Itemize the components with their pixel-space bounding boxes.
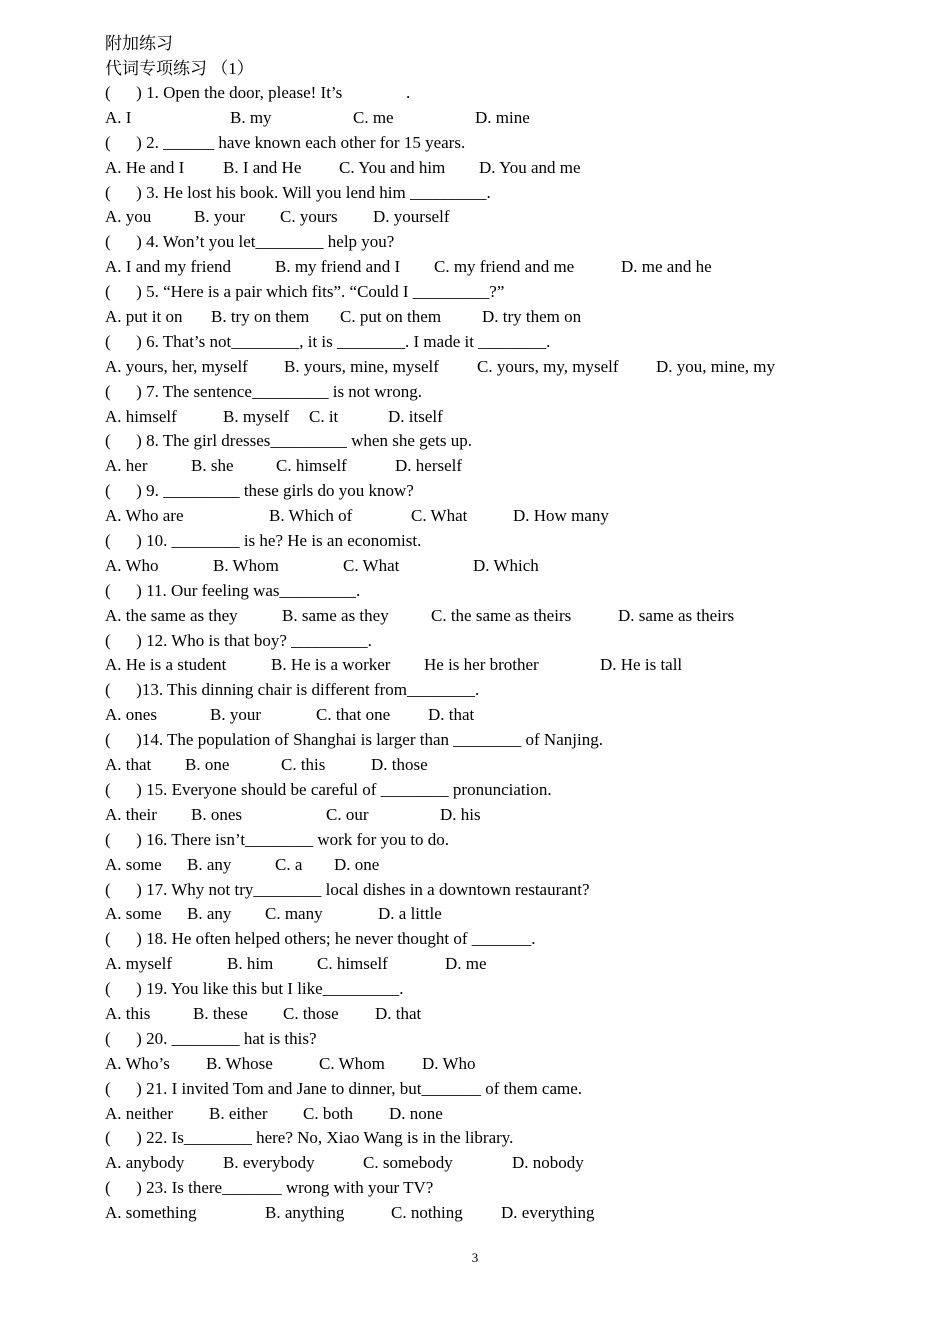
option-23-4: D. everything <box>501 1203 595 1223</box>
option-15-2: B. ones <box>191 804 242 824</box>
option-12-2: B. He is a worker <box>271 655 391 675</box>
option-21-2: B. either <box>209 1103 268 1123</box>
option-22-4: D. nobody <box>512 1153 584 1173</box>
options-row-14 <box>105 753 925 778</box>
option-17-2: B. any <box>187 904 232 924</box>
option-10-2: B. Whom <box>213 555 279 575</box>
option-16-4: D. one <box>334 854 380 874</box>
option-20-3: C. Whom <box>319 1053 385 1073</box>
option-22-1: A. anybody <box>105 1153 185 1173</box>
option-17-4: D. a little <box>378 904 442 924</box>
option-1-4: D. mine <box>475 107 530 127</box>
options-row-12 <box>105 653 925 678</box>
option-8-1: A. her <box>105 456 148 476</box>
option-12-1: A. He is a student <box>105 655 227 675</box>
options-row-21 <box>105 1102 925 1127</box>
option-9-1: A. Who are <box>105 506 184 526</box>
option-13-3: C. that one <box>316 705 391 725</box>
option-12-4: D. He is tall <box>600 655 683 675</box>
option-14-1: A. that <box>105 755 152 775</box>
option-16-2: B. any <box>187 854 232 874</box>
question-list <box>105 81 925 1226</box>
option-10-4: D. Which <box>473 555 539 575</box>
question-4: ( ) 4. Won’t you let________ help you? <box>105 232 395 252</box>
option-3-1: A. you <box>105 207 152 227</box>
question-20: ( ) 20. ________ hat is this? <box>105 1028 317 1048</box>
page-number: 3 <box>471 1250 479 1265</box>
option-13-1: A. ones <box>105 705 157 725</box>
question-9: ( ) 9. _________ these girls do you know? <box>105 481 414 501</box>
option-2-2: B. I and He <box>223 157 302 177</box>
option-11-4: D. same as theirs <box>618 605 735 625</box>
question-7: ( ) 7. The sentence_________ is not wrong. <box>105 381 422 401</box>
question-23: ( ) 23. Is there_______ wrong with your TV? <box>105 1178 434 1198</box>
question-15: ( ) 15. Everyone should be careful of ________ pronunciation. <box>105 779 552 799</box>
section-title: 代词专项练习 （1） <box>105 59 254 78</box>
question-22: ( ) 22. Is________ here? No, Xiao Wang is in the library. <box>105 1128 514 1148</box>
option-18-1: A. myself <box>105 954 173 974</box>
option-5-1: A. put it on <box>105 307 183 327</box>
options-row-10 <box>105 554 925 579</box>
question-2: ( ) 2. ______ have known each other for 15 years. <box>105 132 466 152</box>
option-7-3: C. it <box>309 406 339 426</box>
option-4-3: C. my friend and me <box>434 257 575 277</box>
question-6: ( ) 6. That’s not________, it is ________. I made it ________. <box>105 331 551 351</box>
option-20-1: A. Who’s <box>105 1053 170 1073</box>
option-19-3: C. those <box>283 1003 339 1023</box>
option-13-4: D. that <box>428 705 475 725</box>
option-8-2: B. she <box>191 456 234 476</box>
option-6-2: B. yours, mine, myself <box>284 356 439 376</box>
options-row-4 <box>105 255 925 280</box>
option-7-4: D. itself <box>388 406 443 426</box>
options-row-19 <box>105 1002 925 1027</box>
option-12-3: He is her brother <box>424 655 539 675</box>
option-2-4: D. You and me <box>479 157 581 177</box>
option-5-4: D. try them on <box>482 307 582 327</box>
option-10-3: C. What <box>343 555 400 575</box>
options-row-15 <box>105 803 925 828</box>
option-1-2: B. my <box>230 107 272 127</box>
option-1-1: A. I <box>105 107 132 127</box>
option-15-1: A. their <box>105 804 157 824</box>
options-row-23 <box>105 1201 925 1226</box>
question-12: ( ) 12. Who is that boy? _________. <box>105 630 372 650</box>
option-20-4: D. Who <box>422 1053 476 1073</box>
option-1-3: C. me <box>353 107 394 127</box>
option-19-1: A. this <box>105 1003 151 1023</box>
options-row-18 <box>105 952 925 977</box>
question-19: ( ) 19. You like this but I like_________. <box>105 979 404 999</box>
option-18-4: D. me <box>445 954 487 974</box>
option-7-2: B. myself <box>223 406 290 426</box>
option-21-1: A. neither <box>105 1103 173 1123</box>
option-22-2: B. everybody <box>223 1153 315 1173</box>
question-5: ( ) 5. “Here is a pair which fits”. “Could I _________?” <box>105 282 505 302</box>
options-row-11 <box>105 604 925 629</box>
option-15-4: D. his <box>440 804 481 824</box>
header-title: 附加练习 <box>105 34 173 53</box>
option-19-2: B. these <box>193 1003 248 1023</box>
options-row-22 <box>105 1151 925 1176</box>
options-row-20 <box>105 1052 925 1077</box>
option-9-3: C. What <box>411 506 468 526</box>
option-5-2: B. try on them <box>211 307 310 327</box>
option-4-4: D. me and he <box>621 257 712 277</box>
option-16-3: C. a <box>275 854 303 874</box>
option-4-2: B. my friend and I <box>275 257 401 277</box>
options-row-17 <box>105 902 925 927</box>
option-11-3: C. the same as theirs <box>431 605 572 625</box>
option-17-3: C. many <box>265 904 323 924</box>
option-18-3: C. himself <box>317 954 388 974</box>
option-13-2: B. your <box>210 705 261 725</box>
options-row-3 <box>105 205 925 230</box>
option-8-3: C. himself <box>276 456 347 476</box>
options-row-6 <box>105 355 925 380</box>
option-10-1: A. Who <box>105 555 159 575</box>
question-18: ( ) 18. He often helped others; he never thought of _______. <box>105 929 536 949</box>
option-4-1: A. I and my friend <box>105 257 232 277</box>
option-17-1: A. some <box>105 904 162 924</box>
question-11: ( ) 11. Our feeling was_________. <box>105 580 361 600</box>
options-row-13 <box>105 703 925 728</box>
exercise-page <box>105 31 925 1226</box>
option-6-3: C. yours, my, myself <box>477 356 619 376</box>
option-11-2: B. same as they <box>282 605 389 625</box>
option-7-1: A. himself <box>105 406 177 426</box>
option-5-3: C. put on them <box>340 307 442 327</box>
option-16-1: A. some <box>105 854 162 874</box>
question-16: ( ) 16. There isn’t________ work for you to do. <box>105 829 450 849</box>
question-17: ( ) 17. Why not try________ local dishes in a downtown restaurant? <box>105 879 590 899</box>
option-6-4: D. you, mine, my <box>656 356 775 376</box>
option-3-4: D. yourself <box>373 207 450 227</box>
option-8-4: D. herself <box>395 456 463 476</box>
option-22-3: C. somebody <box>363 1153 453 1173</box>
question-10: ( ) 10. ________ is he? He is an economist. <box>105 531 422 551</box>
option-9-2: B. Which of <box>269 506 353 526</box>
options-row-5 <box>105 305 925 330</box>
option-14-3: C. this <box>281 755 326 775</box>
options-row-16 <box>105 853 925 878</box>
option-23-3: C. nothing <box>391 1203 463 1223</box>
option-6-1: A. yours, her, myself <box>105 356 248 376</box>
option-19-4: D. that <box>375 1003 422 1023</box>
question-3: ( ) 3. He lost his book. Will you lend him _________. <box>105 182 491 202</box>
question-1: ( ) 1. Open the door, please! It’s . <box>105 83 411 102</box>
option-21-3: C. both <box>303 1103 354 1123</box>
option-18-2: B. him <box>227 954 274 974</box>
options-row-2 <box>105 156 925 181</box>
question-13: ( )13. This dinning chair is different from________. <box>105 680 480 700</box>
question-8: ( ) 8. The girl dresses_________ when she gets up. <box>105 431 473 451</box>
option-2-1: A. He and I <box>105 157 185 177</box>
options-row-9 <box>105 504 925 529</box>
option-23-1: A. something <box>105 1203 197 1223</box>
option-3-2: B. your <box>194 207 245 227</box>
option-14-4: D. those <box>371 755 428 775</box>
question-21: ( ) 21. I invited Tom and Jane to dinner, but_______ of them came. <box>105 1078 583 1098</box>
question-14: ( )14. The population of Shanghai is larger than ________ of Nanjing. <box>105 730 603 750</box>
option-2-3: C. You and him <box>339 157 446 177</box>
option-20-2: B. Whose <box>206 1053 273 1073</box>
options-row-1 <box>105 106 925 131</box>
option-3-3: C. yours <box>280 207 338 227</box>
options-row-8 <box>105 454 925 479</box>
option-11-1: A. the same as they <box>105 605 238 625</box>
options-row-7 <box>105 405 925 430</box>
option-14-2: B. one <box>185 755 230 775</box>
option-15-3: C. our <box>326 804 369 824</box>
option-23-2: B. anything <box>265 1203 345 1223</box>
option-9-4: D. How many <box>513 506 609 526</box>
option-21-4: D. none <box>389 1103 443 1123</box>
